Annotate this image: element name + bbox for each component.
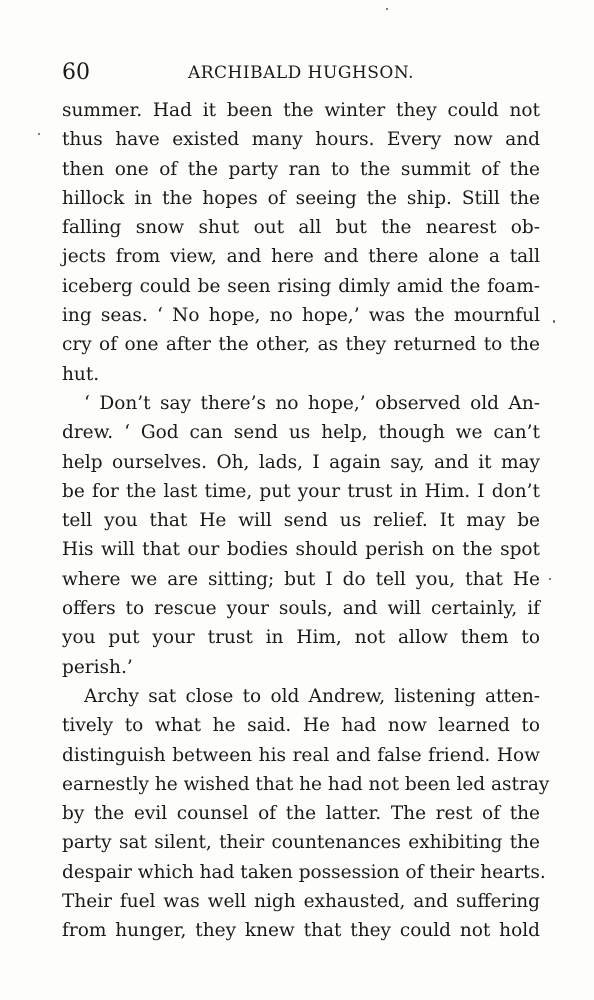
- text-line: perish.’: [62, 656, 133, 678]
- paragraph-1: [62, 96, 540, 389]
- text-line: hut.: [62, 363, 100, 385]
- text-line: by the evil counsel of the latter. The rest of the: [62, 803, 540, 825]
- text-line: His will that our bodies should perish on the spot: [62, 539, 540, 561]
- text-line: thus have existed many hours. Every now and: [62, 129, 540, 151]
- text-line: party sat silent, their countenances exhibiting the: [62, 832, 540, 854]
- text-line: offers to rescue your souls, and will certainly, if: [62, 598, 540, 620]
- text-line: where we are sitting; but I do tell you, that He: [62, 568, 540, 590]
- scan-speck: [553, 320, 555, 323]
- running-title: ARCHIBALD HUGHSON.: [187, 63, 415, 83]
- text-line: falling snow shut out all but the nearest ob-: [62, 217, 540, 239]
- text-line: tively to what he said. He had now learned to: [62, 715, 540, 737]
- text-line: summer. Had it been the winter they could not: [62, 100, 540, 121]
- paragraph-3: [62, 682, 550, 946]
- scan-speck: [386, 8, 388, 10]
- text-line: hillock in the hopes of seeing the ship. Still the: [62, 187, 540, 209]
- text-line: Archy sat close to old Andrew, listening atten-: [84, 685, 540, 707]
- text-line: tell you that He will send us relief. It may be: [62, 510, 540, 532]
- text-line: earnestly he wished that he had not been led astray: [62, 773, 550, 795]
- text-line: Their fuel was well nigh exhausted, and suffering: [62, 891, 540, 913]
- text-line: cry of one after the other, as they returned to the: [62, 334, 540, 356]
- page-header: [62, 58, 540, 88]
- text-line: distinguish between his real and false friend. How: [62, 744, 540, 766]
- text-line: despair which had taken possession of their hearts.: [62, 861, 546, 883]
- scan-speck: [549, 578, 551, 580]
- text-line: ‘ Don’t say there’s no hope,’ observed old An-: [84, 392, 540, 414]
- scan-speck: [38, 133, 40, 135]
- page-number: 60: [62, 60, 90, 85]
- text-line: then one of the party ran to the summit of the: [62, 158, 540, 180]
- text-line: you put your trust in Him, not allow them to: [62, 627, 540, 649]
- text-line: help ourselves. Oh, lads, I again say, and it may: [62, 451, 540, 473]
- text-line: iceberg could be seen rising dimly amid the foam-: [62, 275, 540, 297]
- paragraph-2: [62, 389, 540, 682]
- text-line: drew. ‘ God can send us help, though we can’t: [62, 422, 540, 444]
- text-line: be for the last time, put your trust in Him. I don’t: [62, 480, 540, 502]
- text-line: jects from view, and here and there alone a tall: [62, 246, 540, 268]
- page-body: [62, 96, 550, 946]
- text-line: ing seas. ‘ No hope, no hope,’ was the mournful: [62, 305, 540, 327]
- text-line: from hunger, they knew that they could not hold: [62, 920, 540, 942]
